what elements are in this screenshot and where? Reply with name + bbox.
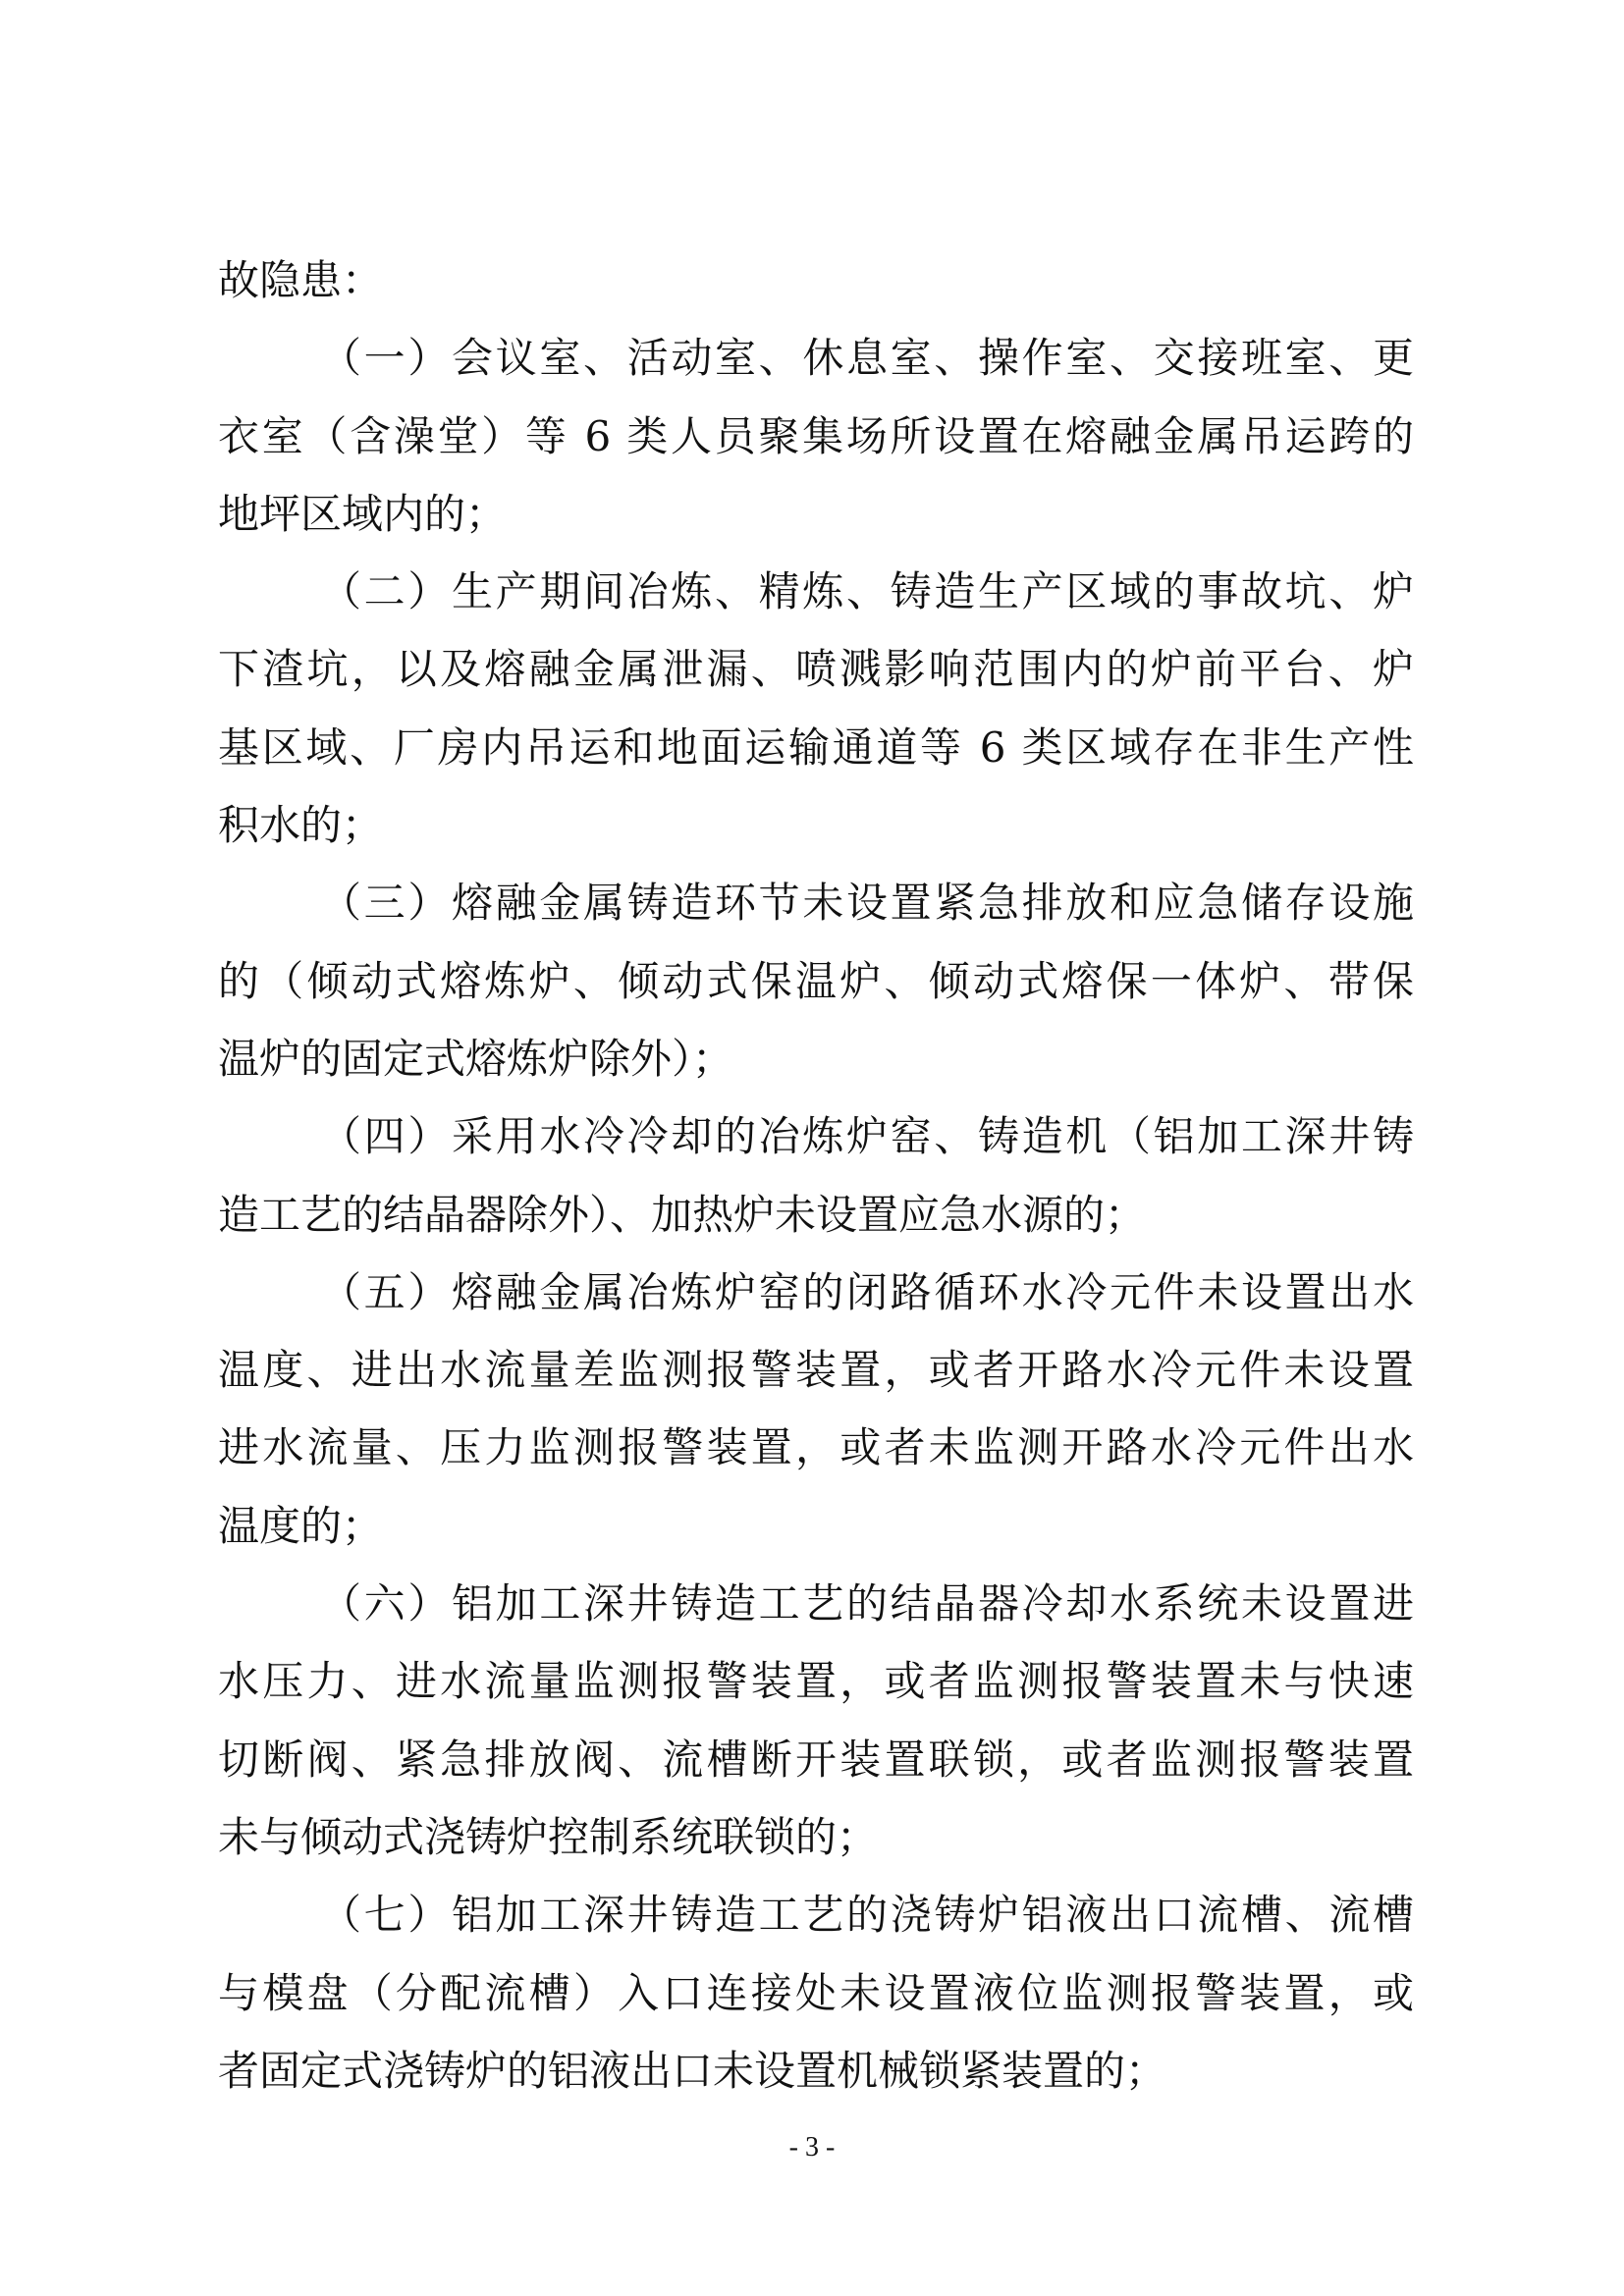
text-line: 造工艺的结晶器除外）、加热炉未设置应急水源的； [218,1190,1147,1239]
text-line: 地坪区域内的； [218,489,508,538]
text-line: 切断阀、紧急排放阀、流槽断开装置联锁，或者监测报警装置 [218,1735,1414,1784]
body-text [218,241,1414,2109]
text-line: 下渣坑，以及熔融金属泄漏、喷溅影响范围内的炉前平台、炉 [218,645,1414,694]
text-line: 温度的； [218,1501,384,1550]
text-line: 温度、进出水流量差监测报警装置，或者开路水冷元件未设置 [218,1346,1414,1395]
text-line: 故隐患： [218,256,384,304]
page-number: - 3 - [788,2132,836,2163]
text-line: 衣室（含澡堂）等 6 类人员聚集场所设置在熔融金属吊运跨的 [218,411,1414,460]
text-line: （四）采用水冷冷却的冶炼炉窑、铸造机（铝加工深井铸 [320,1112,1414,1161]
text-line: （六）铝加工深井铸造工艺的结晶器冷却水系统未设置进 [320,1579,1414,1629]
text-line: 的（倾动式熔炼炉、倾动式保温炉、倾动式熔保一体炉、带保 [218,956,1414,1005]
text-line: 温炉的固定式熔炼炉除外）； [218,1034,734,1083]
text-line: （七）铝加工深井铸造工艺的浇铸炉铝液出口流槽、流槽 [320,1891,1414,1940]
text-line: 未与倾动式浇铸炉控制系统联锁的； [218,1812,879,1861]
text-line: 者固定式浇铸炉的铝液出口未设置机械锁紧装置的； [218,2046,1167,2095]
text-line: （五）熔融金属冶炼炉窑的闭路循环水冷元件未设置出水 [320,1267,1414,1316]
text-line: （二）生产期间冶炼、精炼、铸造生产区域的事故坑、炉 [320,567,1414,616]
text-line: （一）会议室、活动室、休息室、操作室、交接班室、更 [320,334,1414,383]
text-line: 基区域、厂房内吊运和地面运输通道等 6 类区域存在非生产性 [218,722,1414,772]
text-line: 积水的； [218,801,384,850]
text-line: 水压力、进水流量监测报警装置，或者监测报警装置未与快速 [218,1657,1414,1706]
text-line: 进水流量、压力监测报警装置，或者未监测开路水冷元件出水 [218,1423,1414,1472]
text-line: 与模盘（分配流槽）入口连接处未设置液位监测报警装置，或 [218,1968,1414,2017]
text-line: （三）熔融金属铸造环节未设置紧急排放和应急储存设施 [320,879,1414,928]
